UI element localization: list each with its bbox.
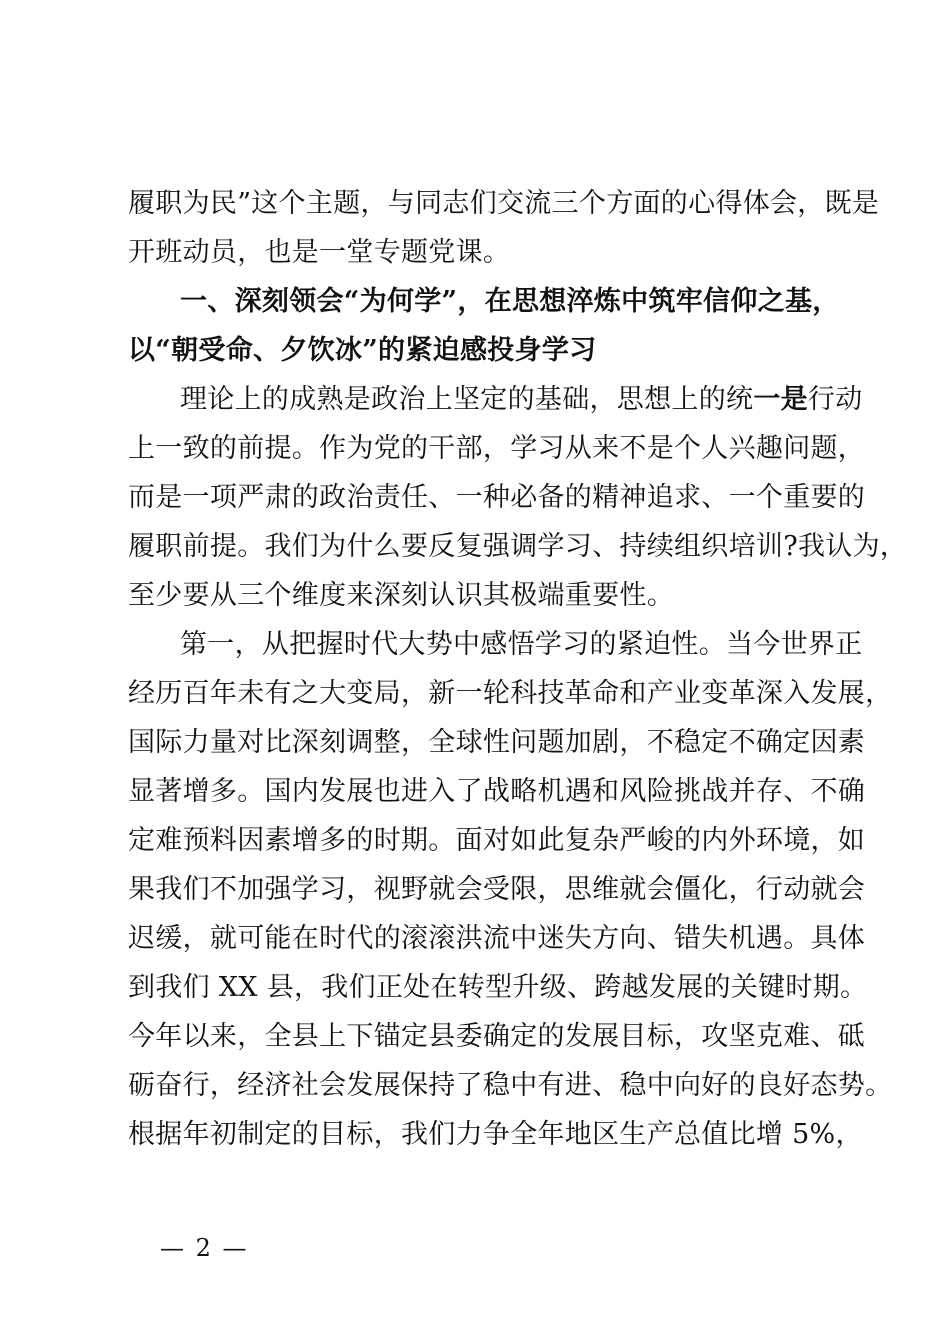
text-segment: 行动 xyxy=(807,384,863,415)
text-line: 而是一项严肃的政治责任、一种必备的精神追求、一个重要的 xyxy=(128,482,866,513)
text-line: 履职前提。我们为什么要反复强调学习、持续组织培训?我认为， xyxy=(128,531,908,562)
paragraph-first-line: 第一，从把握时代大势中感悟学习的紧迫性。当今世界正 xyxy=(180,629,863,660)
bold-text-segment: 一是 xyxy=(753,384,808,415)
text-line: 开班动员，也是一堂专题党课。 xyxy=(128,237,511,268)
text-segment: 理论上的成熟是政治上坚定的基础，思想上的统 xyxy=(180,384,754,415)
paragraph-first-line xyxy=(128,375,863,424)
section-heading-line: 以“朝受命、夕饮冰”的紧迫感投身学习 xyxy=(128,335,597,366)
text-line: 到我们 XX 县，我们正处在转型升级、跨越发展的关键时期。 xyxy=(128,972,868,1003)
section-heading-line: 一、深刻领会“为何学”，在思想淬炼中筑牢信仰之基， xyxy=(180,286,840,317)
page-number: — 2 — xyxy=(160,1234,249,1262)
document-body xyxy=(128,179,908,1159)
text-line: 根据年初制定的目标，我们力争全年地区生产总值比增 5%， xyxy=(128,1119,863,1150)
text-line: 显著增多。国内发展也进入了战略机遇和风险挑战并存、不确 xyxy=(128,776,866,807)
text-line: 今年以来，全县上下锚定县委确定的发展目标，攻坚克难、砥 xyxy=(128,1021,866,1052)
text-line: 至少要从三个维度来深刻认识其极端重要性。 xyxy=(128,580,674,611)
text-line: 上一致的前提。作为党的干部，学习从来不是个人兴趣问题， xyxy=(128,433,866,464)
text-line: 定难预料因素增多的时期。面对如此复杂严峻的内外环境，如 xyxy=(128,825,866,856)
text-line: 果我们不加强学习，视野就会受限，思维就会僵化，行动就会 xyxy=(128,874,866,905)
text-line: 国际力量对比深刻调整，全球性问题加剧，不稳定不确定因素 xyxy=(128,727,866,758)
text-line: 迟缓，就可能在时代的滚滚洪流中迷失方向、错失机遇。具体 xyxy=(128,923,866,954)
text-line: 砺奋行，经济社会发展保持了稳中有进、稳中向好的良好态势。 xyxy=(128,1070,893,1101)
text-line: 履职为民”这个主题，与同志们交流三个方面的心得体会，既是 xyxy=(128,188,880,219)
text-line: 经历百年未有之大变局，新一轮科技革命和产业变革深入发展， xyxy=(128,678,893,709)
